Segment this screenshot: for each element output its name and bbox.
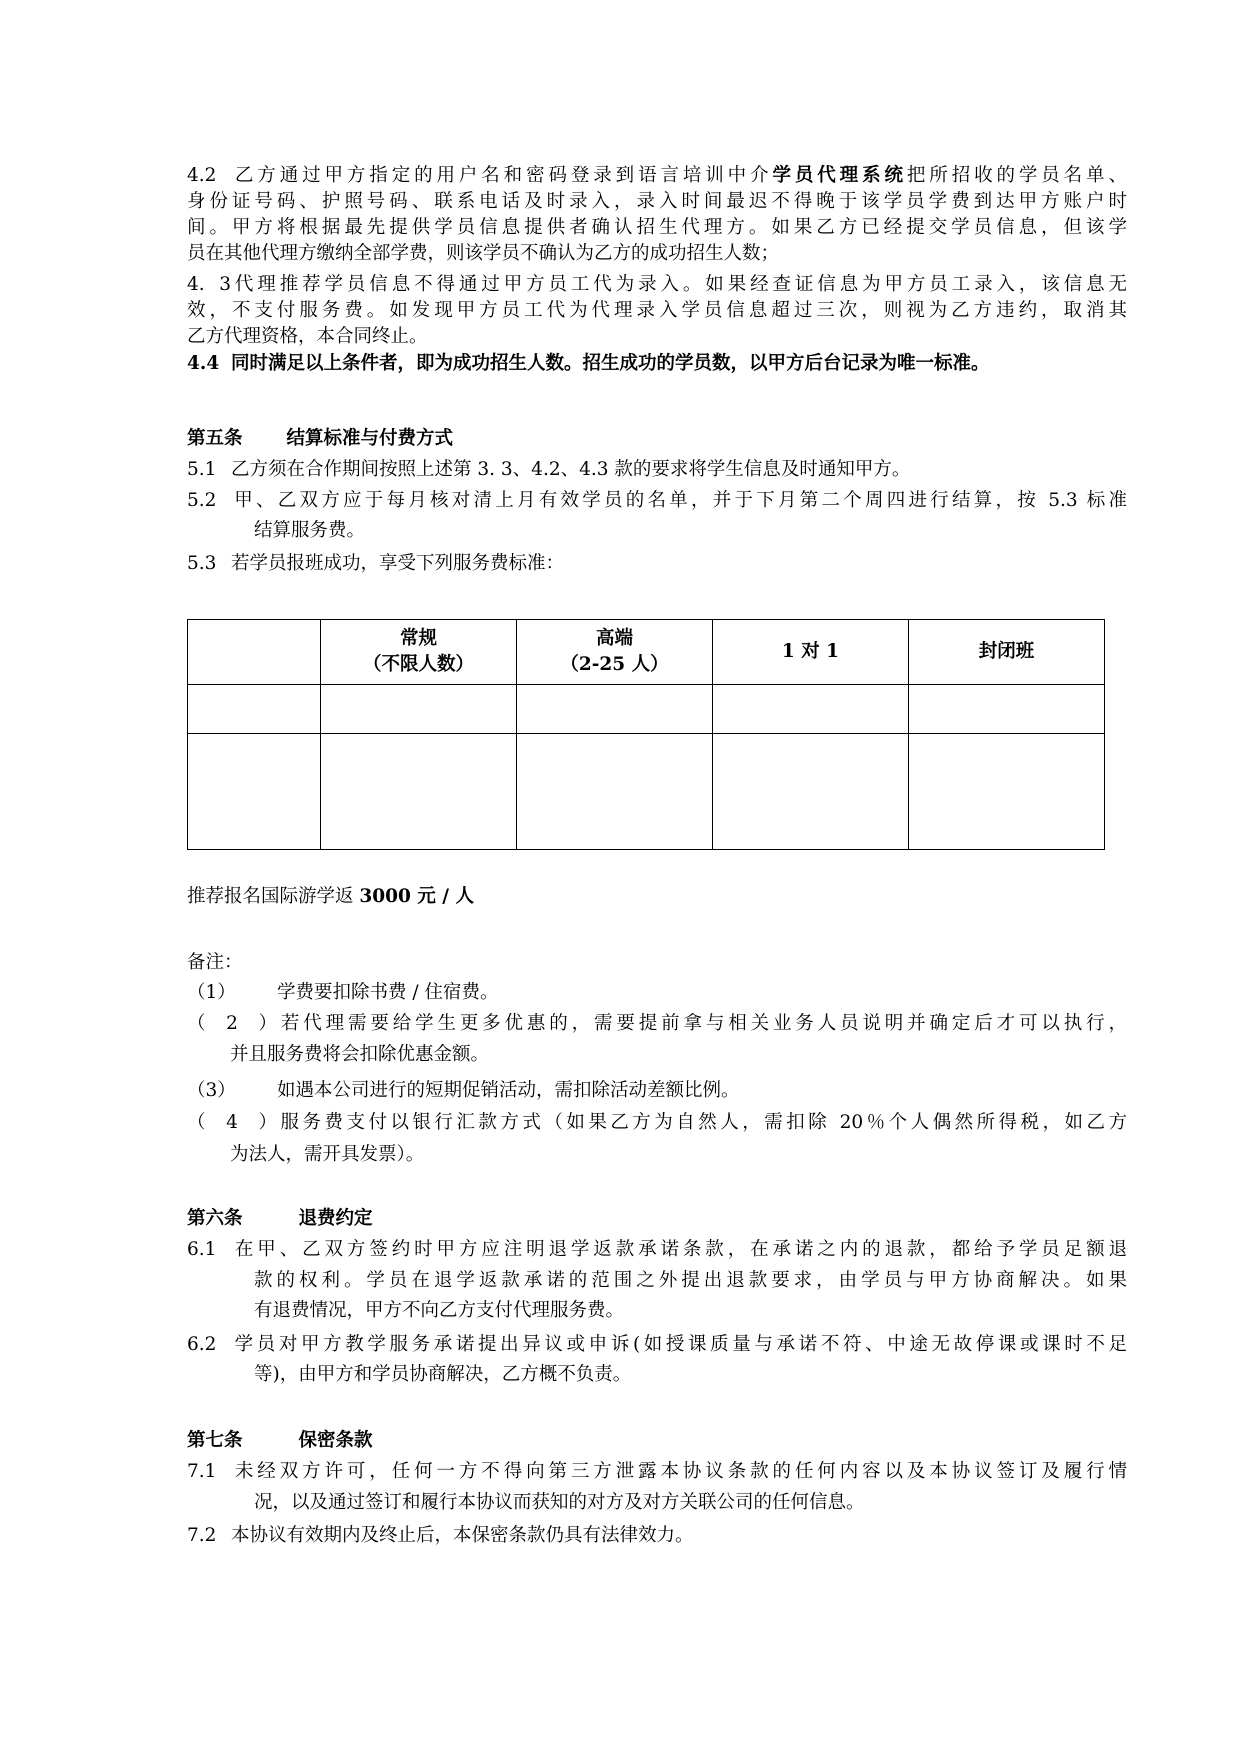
system-name: 学员代理系统	[772, 165, 907, 186]
note-3: （3） 如遇本公司进行的短期促销活动，需扣除活动差额比例。	[187, 1080, 740, 1101]
fee-table-row	[188, 734, 1105, 850]
clause-4-3-line-2: 效，不支付服务费。如发现甲方员工代为代理录入学员信息超过三次，则视为乙方违约，取消其	[187, 300, 1127, 321]
note-2-line-1: （2）若代理需要给学生更多优惠的，需要提前拿与相关业务人员说明并确定后才可以执行，	[187, 1013, 1127, 1034]
fee-table-cell	[188, 734, 321, 850]
clause-4-2-line-1: 4.2 乙方通过甲方指定的用户名和密码登录到语言培训中介学员代理系统把所招收的学员名单、	[187, 163, 1127, 189]
fee-table-cell	[321, 734, 517, 850]
fee-table-cell	[517, 734, 713, 850]
fee-table-header-one-on-one: 1 对 1	[713, 620, 909, 685]
clause-6-2-line-2: 等)，由甲方和学员协商解决，乙方概不负责。	[254, 1364, 632, 1385]
note-4-line-2: 为法人，需开具发票）。	[230, 1144, 425, 1165]
fee-table-cell	[517, 685, 713, 734]
clause-7-1-line-1: 7.1 未经双方许可，任何一方不得向第三方泄露本协议条款的任何内容以及本协议签订及履行情	[187, 1461, 1127, 1482]
fee-table-header-cell	[188, 620, 321, 685]
clause-5-2-line-1: 5.2 甲、乙双方应于每月核对清上月有效学员的名单，并于下月第二个周四进行结算，按 5.3 标准	[187, 490, 1127, 511]
note-4-line-1: （4）服务费支付以银行汇款方式（如果乙方为自然人，需扣除 20％个人偶然所得税，如乙方	[187, 1112, 1127, 1133]
clause-number: 4.4	[187, 353, 220, 374]
note-1: （1） 学费要扣除书费 / 住宿费。	[187, 982, 499, 1003]
clause-4-2-line-2: 身份证号码、护照号码、联系电话及时录入，录入时间最迟不得晚于该学员学费到达甲方账户时	[187, 191, 1127, 212]
clause-5-3: 5.3 若学员报班成功，享受下列服务费标准：	[187, 553, 565, 574]
fee-table-header-premium: 高端 （2-25 人）	[517, 620, 713, 685]
study-tour-line: 推荐报名国际游学返 3000 元 / 人	[187, 886, 474, 907]
clause-6-1-line-2: 款的权利。学员在退学返款承诺的范围之外提出退款要求，由学员与甲方协商解决。如果	[254, 1270, 1127, 1291]
fee-table-cell	[321, 685, 517, 734]
clause-4-2-line-4: 员在其他代理方缴纳全部学费，则该学员不确认为乙方的成功招生人数；	[187, 243, 780, 264]
clause-7-1-line-2: 况，以及通过签订和履行本协议而获知的对方及对方关联公司的任何信息。	[254, 1492, 865, 1513]
article-7-heading: 第七条 保密条款	[187, 1430, 373, 1451]
clause-6-1-line-1: 6.1 在甲、乙双方签约时甲方应注明退学返款承诺条款，在承诺之内的退款，都给予学员足额退	[187, 1239, 1127, 1260]
article-5-heading: 第五条 结算标准与付费方式	[187, 428, 454, 449]
clause-5-2-line-2: 结算服务费。	[254, 520, 366, 541]
clause-4-3-line-3: 乙方代理资格，本合同终止。	[187, 326, 428, 347]
clause-number: 4. 3	[187, 274, 231, 295]
fee-table-header-closed-class: 封闭班	[909, 620, 1105, 685]
clause-7-2: 7.2 本协议有效期内及终止后，本保密条款仍具有法律效力。	[187, 1525, 694, 1546]
fee-table	[187, 619, 1105, 850]
fee-table-header-regular: 常规 （不限人数）	[321, 620, 517, 685]
fee-table-cell	[188, 685, 321, 734]
clause-4-3-line-1: 4. 3代理推荐学员信息不得通过甲方员工代为录入。如果经查证信息为甲方员工录入，该信息无	[187, 272, 1127, 298]
clause-6-2-line-1: 6.2 学员对甲方教学服务承诺提出异议或申诉(如授课质量与承诺不符、中途无故停课或课时不足	[187, 1334, 1127, 1355]
study-tour-amount: 3000 元 / 人	[359, 886, 474, 907]
fee-table-row	[188, 685, 1105, 734]
note-2-line-2: 并且服务费将会扣除优惠金额。	[230, 1044, 490, 1065]
fee-table-cell	[713, 685, 909, 734]
clause-6-1-line-3: 有退费情况，甲方不向乙方支付代理服务费。	[254, 1300, 625, 1321]
fee-table-cell	[909, 734, 1105, 850]
clause-4-4: 4.4 同时满足以上条件者，即为成功招生人数。招生成功的学员数，以甲方后台记录为唯一标准。	[187, 351, 1127, 377]
article-6-heading: 第六条 退费约定	[187, 1208, 373, 1229]
clause-5-1: 5.1 乙方须在合作期间按照上述第 3. 3、4.2、4.3 款的要求将学生信息及时通知甲方。	[187, 459, 911, 480]
notes-label: 备注：	[187, 952, 243, 973]
fee-table-cell	[909, 685, 1105, 734]
fee-table-header-row	[188, 620, 1105, 685]
fee-table-cell	[713, 734, 909, 850]
clause-number: 4.2	[187, 165, 217, 186]
clause-4-2-line-3: 间。甲方将根据最先提供学员信息提供者确认招生代理方。如果乙方已经提交学员信息，但该学	[187, 217, 1127, 238]
